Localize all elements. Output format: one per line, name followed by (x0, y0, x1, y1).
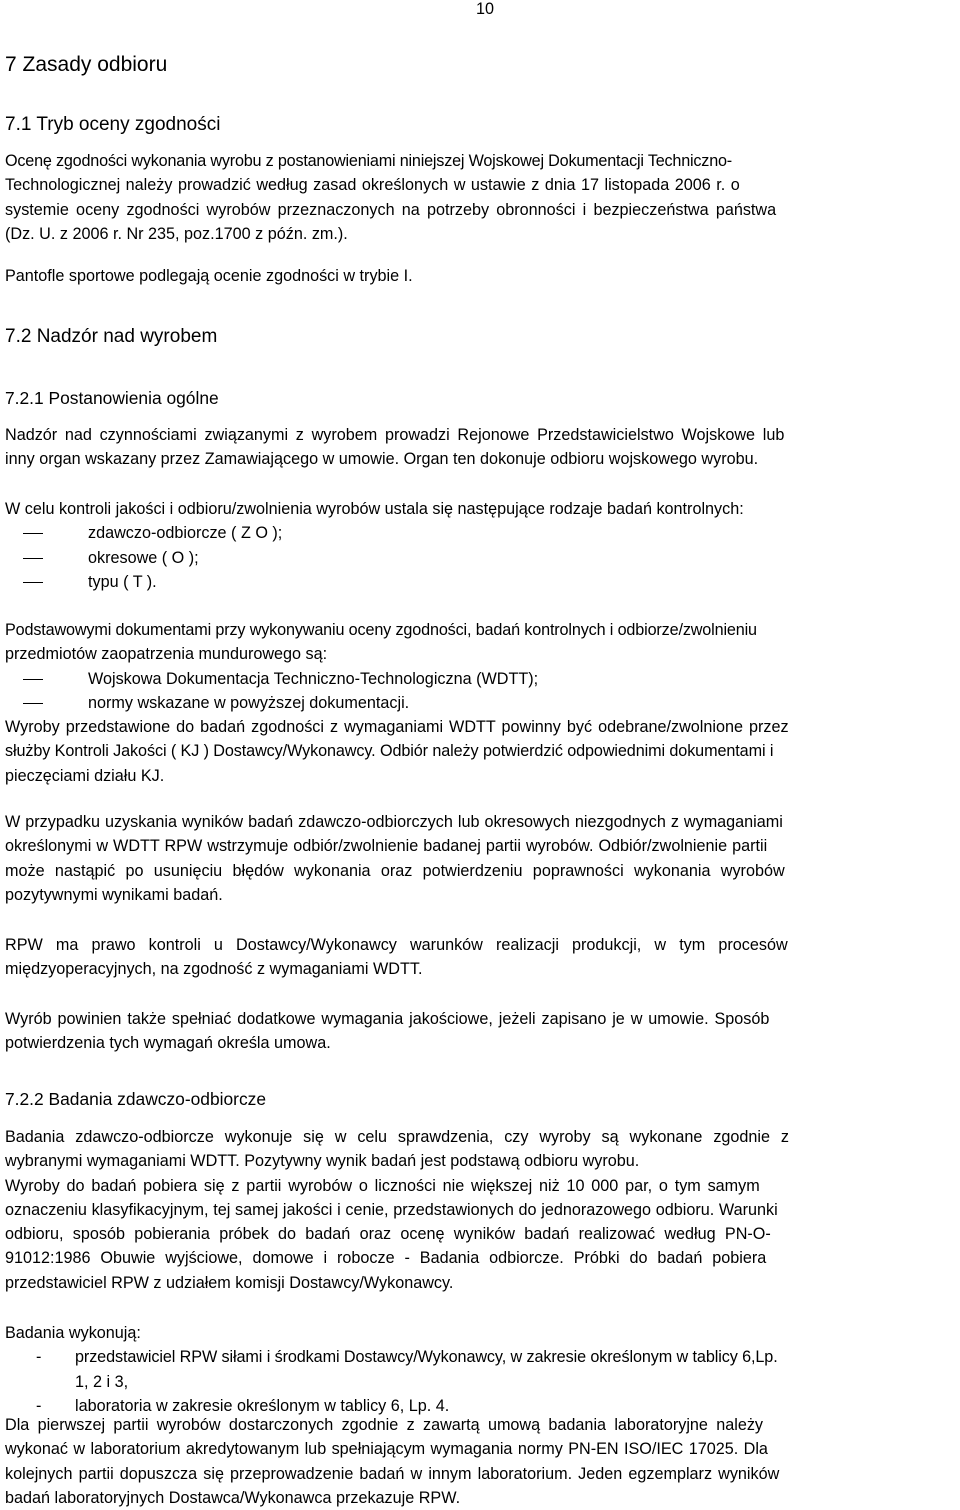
performers-list (5, 1345, 960, 1418)
text-line: oznaczeniu klasyfikacyjnym, tej samej jakości i cenie, przedstawionych do jednorazowego odbioru. Warunki (5, 1200, 778, 1219)
text-line: badań laboratoryjnych Dostawca/Wykonawca przekazuje RPW. (5, 1488, 461, 1507)
text-line: określonymi w WDTT RPW wstrzymuje odbiór/zwolnienie badanej partii wyrobów. Odbiór/zwolnienie partii (5, 837, 768, 856)
text-line: Nadzór nad czynnościami związanymi z wyrobem prowadzi Rejonowe Przedstawicielstwo Wojskowe lub (5, 426, 785, 444)
list-item: Wojskowa Dokumentacja Techniczno-Technologiczna (WDTT); (5, 667, 960, 691)
section-7-2-1 (5, 386, 960, 410)
list-item: normy wskazane w powyższej dokumentacji. (5, 691, 960, 715)
text-line: inny organ wskazany przez Zamawiającego w umowie. Organ ten dokonuje odbioru wojskowego wyrobu. (5, 450, 759, 469)
text-line: 91012:1986 Obuwie wyjściowe, domowe i robocze - Badania odbiorcze. Próbki do badań pobiera (5, 1249, 767, 1268)
list-item (5, 1345, 960, 1394)
paragraph-performers (5, 1321, 960, 1418)
text-line: przedstawiciel RPW z udziałem komisji Dostawcy/Wykonawcy. (5, 1273, 454, 1292)
paragraph-additional-requirements (5, 1007, 960, 1056)
heading-7-2: 7.2 Nadzór nad wyrobem (5, 326, 218, 347)
text-line: Wyroby do badań pobiera się z partii wyrobów o liczności nie większej niż 10 000 par, o tym samym (5, 1176, 760, 1195)
text-line: wybranymi wymaganiami WDTT. Pozytywny wynik badań jest podstawą odbioru wyrobu. (5, 1152, 640, 1171)
paragraph-acceptance-tests (5, 1125, 960, 1295)
text-line: Wyroby przedstawione do badań zgodności z wymaganiami WDTT powinny być odebrane/zwolnione przez (5, 718, 789, 737)
section-7-2-2 (5, 1087, 960, 1111)
paragraph-rpw-control (5, 933, 960, 982)
list-item: okresowe ( O ); (5, 546, 960, 570)
text-line: Podstawowymi dokumentami przy wykonywaniu oceny zgodności, badań kontrolnych i odbiorze/zwolnieniu (5, 621, 757, 639)
text-line: międzyoperacyjnych, na zgodność z wymaganiami WDTT. (5, 960, 423, 979)
heading-7-1: 7.1 Tryb oceny zgodności (5, 114, 221, 135)
text-line: pieczęciami działu KJ. (5, 766, 165, 785)
documents-list (5, 667, 960, 716)
text-line: Technologicznej należy prowadzić według zasad określonych w ustawie z dnia 17 listopada 2006 r. o (5, 176, 740, 195)
text-line: Badania zdawczo-odbiorcze wykonuje się w celu sprawdzenia, czy wyroby są wykonane zgodnie z (5, 1128, 790, 1146)
test-types-list (5, 521, 960, 594)
paragraph-test-types (5, 497, 960, 594)
text-line: Dla pierwszej partii wyrobów dostarczonych zgodnie z zawartą umową badania laboratoryjne należy (5, 1416, 764, 1434)
text-line: służby Kontroli Jakości ( KJ ) Dostawcy/Wykonawcy. Odbiór należy potwierdzić odpowiednimi dokumentami i (5, 742, 774, 761)
text-line: przedmiotów zaopatrzenia mundurowego są: (5, 645, 328, 664)
paragraph-7-1-conformity (5, 149, 960, 246)
text-line: RPW ma prawo kontroli u Dostawcy/Wykonawcy warunków realizacji produkcji, w tym procesów (5, 936, 788, 954)
text-line: może nastąpić po usunięciu błędów wykonania oraz potwierdzeniu poprawności wykonania wyrobów (5, 861, 785, 880)
text-line: Wyrób powinien także spełniać dodatkowe wymagania jakościowe, jeżeli zapisano je w umowie. Sposób (5, 1010, 770, 1028)
text-line: pozytywnymi wynikami badań. (5, 885, 223, 904)
text-line: - przedstawiciel RPW siłami i środkami Dostawcy/Wykonawcy, w zakresie określonym w tablicy 6,Lp. (75, 1348, 778, 1367)
paragraph-7-1-mode (5, 264, 960, 288)
paragraph-supervision (5, 423, 960, 472)
text-line: odbioru, sposób pobierania próbek do badań oraz ocenę wyników badań realizować według PN-O- (5, 1225, 771, 1244)
heading-7-2-2: 7.2.2 Badania zdawczo-odbiorcze (5, 1089, 267, 1109)
text-line: Ocenę zgodności wykonania wyrobu z postanowieniami niniejszej Wojskowej Dokumentacji Techniczno- (5, 152, 732, 170)
text-line: - laboratoria w zakresie określonym w tablicy 6, Lp. 4. (75, 1396, 450, 1415)
text-line: wykonać w laboratorium akredytowanym lub spełniającym wymagania normy PN-EN ISO/IEC 17025. Dla (5, 1440, 768, 1459)
heading-7-2-1: 7.2.1 Postanowienia ogólne (5, 388, 219, 408)
paragraph-nonconformity (5, 810, 960, 907)
text-line: systemie oceny zgodności wyrobów przeznaczonych na potrzeby obronności i bezpieczeństwa państwa (5, 200, 777, 219)
text-line: Pantofle sportowe podlegają ocenie zgodności w trybie I. (5, 267, 413, 285)
page-number: 10 (476, 0, 495, 18)
text-line: W przypadku uzyskania wyników badań zdawczo-odbiorczych lub okresowych niezgodnych z wymaganiami (5, 813, 783, 831)
paragraph-documents (5, 618, 960, 788)
text-line: (Dz. U. z 2006 r. Nr 235, poz.1700 z późn. zm.). (5, 224, 348, 243)
text-line: potwierdzenia tych wymagań określa umowa. (5, 1034, 331, 1053)
paragraph-laboratory (5, 1413, 960, 1510)
list-item: typu ( T ). (5, 570, 960, 594)
section-7-2 (5, 325, 960, 349)
list-item: zdawczo-odbiorcze ( Z O ); (5, 521, 960, 545)
text-line: kolejnych partii dopuszcza się przeprowadzenie badań w innym laboratorium. Jeden egzemplarz wyników (5, 1464, 780, 1483)
text-line: W celu kontroli jakości i odbioru/zwolnienia wyrobów ustala się następujące rodzaje badań kontrolnych: (5, 500, 744, 518)
section-title: 7 Zasady odbioru (5, 53, 168, 76)
text-line: Badania wykonują: (5, 1324, 141, 1342)
section-7-1 (5, 113, 960, 137)
text-line: 1, 2 i 3, (75, 1372, 129, 1391)
